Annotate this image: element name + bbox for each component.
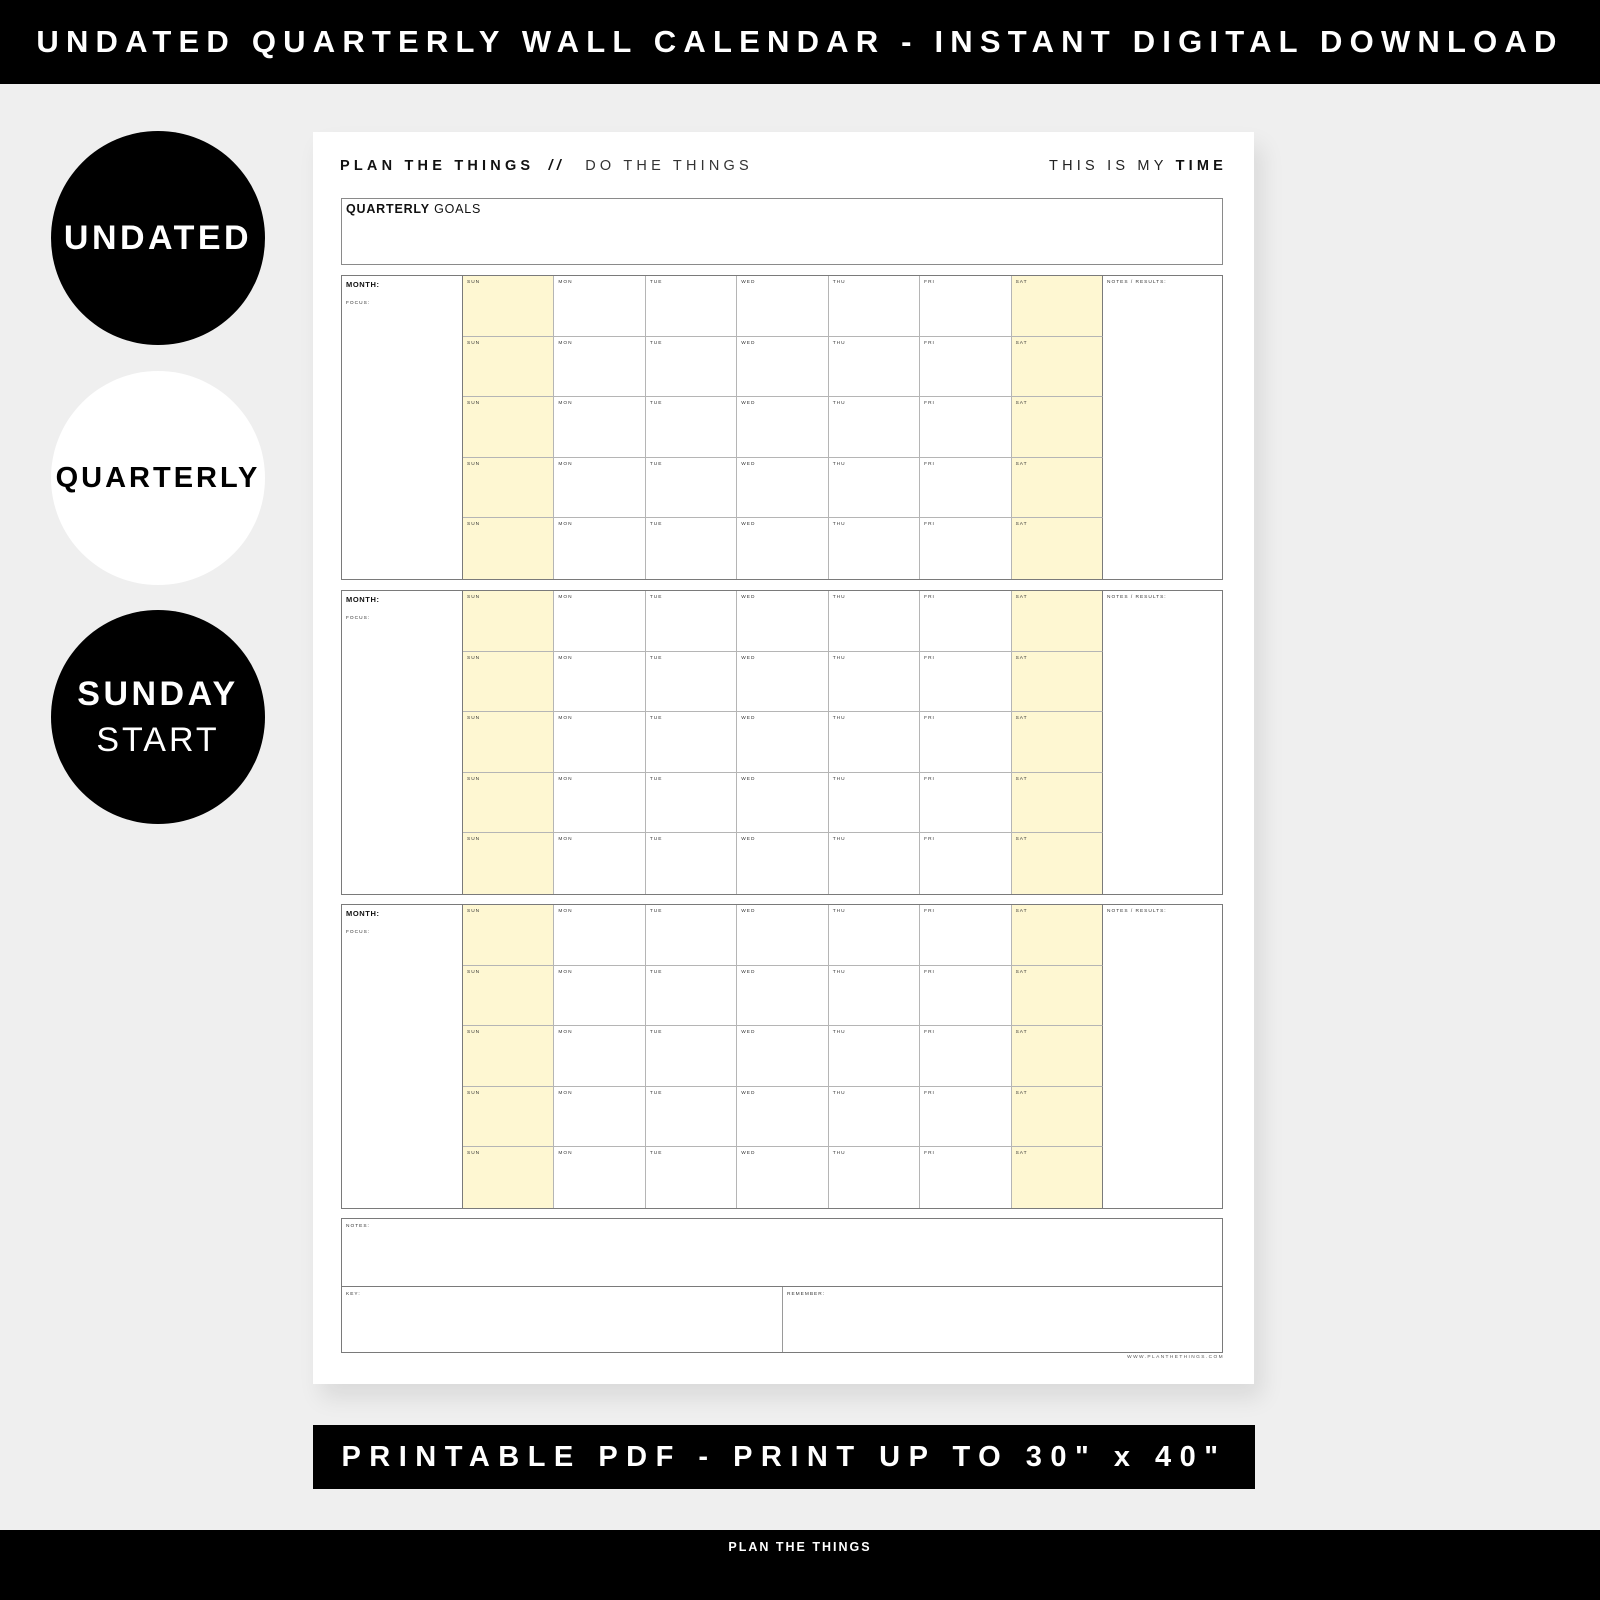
day-cell — [920, 712, 1011, 773]
day-label: SUN — [467, 1030, 481, 1036]
key-box — [342, 1287, 783, 1352]
day-label: MON — [558, 1151, 573, 1157]
day-label: SAT — [1015, 522, 1028, 528]
day-label: FRI — [924, 655, 935, 661]
day-cell — [737, 905, 828, 966]
day-label: FRI — [924, 401, 935, 407]
day-cell — [646, 276, 737, 337]
day-label: TUE — [649, 1151, 663, 1157]
day-label: SAT — [1015, 909, 1028, 914]
day-label: SAT — [1015, 280, 1028, 285]
day-cell — [920, 833, 1011, 894]
day-cell — [737, 591, 828, 652]
day-cell — [829, 1087, 920, 1148]
day-cell — [737, 652, 828, 713]
day-cell — [554, 458, 645, 519]
day-label: MON — [558, 461, 573, 467]
remember-box — [783, 1287, 1222, 1352]
day-cell — [463, 518, 554, 579]
day-cell — [737, 397, 828, 458]
day-label: SUN — [467, 1151, 481, 1157]
day-cell — [463, 337, 554, 398]
badge-undated — [51, 131, 265, 345]
day-cell — [554, 518, 645, 579]
day-cell — [737, 518, 828, 579]
key-remember-box — [341, 1286, 1223, 1353]
day-cell — [463, 773, 554, 834]
month-label: MONTH: — [346, 595, 380, 604]
day-cell — [646, 712, 737, 773]
month-block-1 — [341, 275, 1223, 580]
day-label: SUN — [467, 716, 481, 722]
day-cell — [463, 1026, 554, 1087]
day-label: SUN — [467, 776, 481, 782]
day-label: THU — [832, 522, 846, 528]
day-cell — [829, 458, 920, 519]
day-label: THU — [832, 461, 846, 467]
day-label: FRI — [924, 776, 935, 782]
day-cell — [1012, 905, 1103, 966]
day-label: THU — [832, 655, 846, 661]
day-label: MON — [558, 1090, 573, 1096]
day-label: WED — [741, 461, 756, 467]
day-label: THU — [832, 340, 846, 346]
day-cell — [920, 591, 1011, 652]
notes-results-column — [1103, 591, 1222, 894]
day-cell — [554, 652, 645, 713]
day-cell — [646, 397, 737, 458]
week-grid — [463, 905, 1103, 1208]
day-cell — [1012, 652, 1103, 713]
day-cell — [1012, 773, 1103, 834]
day-label: FRI — [924, 461, 935, 467]
day-label: SUN — [467, 1090, 481, 1096]
day-label: TUE — [649, 340, 663, 346]
day-label: WED — [741, 655, 756, 661]
day-cell — [463, 966, 554, 1027]
day-cell — [1012, 833, 1103, 894]
day-label: MON — [558, 522, 573, 528]
day-label: THU — [832, 1030, 846, 1036]
day-cell — [646, 1026, 737, 1087]
top-banner — [0, 0, 1600, 84]
day-label: WED — [741, 1090, 756, 1096]
badge-text: QUARTERLY — [55, 462, 261, 494]
day-cell — [737, 773, 828, 834]
day-cell — [1012, 337, 1103, 398]
day-cell — [829, 276, 920, 337]
day-label: SAT — [1015, 776, 1028, 782]
day-label: THU — [832, 401, 846, 407]
day-cell — [554, 276, 645, 337]
day-cell — [1012, 1026, 1103, 1087]
footer-brand: PLAN THE THINGS — [728, 1540, 872, 1554]
header-time: TIME — [1175, 158, 1227, 174]
day-cell — [646, 1087, 737, 1148]
day-cell — [829, 833, 920, 894]
month-label-column — [342, 905, 463, 1208]
day-cell — [554, 773, 645, 834]
day-label: SAT — [1015, 1151, 1028, 1157]
day-label: SAT — [1015, 716, 1028, 722]
planner-header-left — [340, 158, 753, 174]
day-label: MON — [558, 595, 573, 600]
day-cell — [463, 652, 554, 713]
day-label: SUN — [467, 461, 481, 467]
badge-sunday-start — [51, 610, 265, 824]
notes-results-label: NOTES / RESULTS: — [1107, 595, 1167, 600]
day-label: FRI — [924, 1030, 935, 1036]
day-label: MON — [558, 716, 573, 722]
day-cell — [554, 966, 645, 1027]
day-cell — [829, 652, 920, 713]
day-cell — [1012, 1147, 1103, 1208]
focus-label: FOCUS: — [346, 930, 371, 935]
day-label: TUE — [649, 969, 663, 975]
day-label: TUE — [649, 1090, 663, 1096]
day-label: WED — [741, 837, 756, 843]
day-label: MON — [558, 1030, 573, 1036]
day-label: WED — [741, 909, 756, 914]
day-label: WED — [741, 1030, 756, 1036]
month-label: MONTH: — [346, 909, 380, 918]
day-cell — [463, 458, 554, 519]
day-label: TUE — [649, 280, 663, 285]
day-label: TUE — [649, 1030, 663, 1036]
footer-bar — [0, 1530, 1600, 1600]
day-label: WED — [741, 280, 756, 285]
day-cell — [737, 337, 828, 398]
day-label: WED — [741, 401, 756, 407]
day-label: TUE — [649, 837, 663, 843]
day-label: FRI — [924, 522, 935, 528]
month-block-2 — [341, 590, 1223, 895]
day-label: SUN — [467, 837, 481, 843]
day-label: WED — [741, 522, 756, 528]
day-cell — [737, 966, 828, 1027]
day-cell — [920, 1026, 1011, 1087]
day-cell — [463, 591, 554, 652]
day-label: SAT — [1015, 1090, 1028, 1096]
day-label: FRI — [924, 595, 935, 600]
day-cell — [737, 833, 828, 894]
day-label: TUE — [649, 655, 663, 661]
day-label: FRI — [924, 909, 935, 914]
day-label: THU — [832, 837, 846, 843]
day-cell — [920, 458, 1011, 519]
day-label: TUE — [649, 401, 663, 407]
day-cell — [737, 1087, 828, 1148]
day-label: SUN — [467, 595, 481, 600]
day-cell — [646, 966, 737, 1027]
badge-text-bold: SUNDAY — [77, 675, 239, 713]
day-label: THU — [832, 909, 846, 914]
header-separator: // — [548, 158, 566, 174]
week-grid — [463, 276, 1103, 579]
day-cell — [829, 518, 920, 579]
day-cell — [463, 397, 554, 458]
day-cell — [920, 518, 1011, 579]
goals-label-bold: QUARTERLY — [346, 202, 430, 216]
day-cell — [1012, 1087, 1103, 1148]
notes-results-column — [1103, 276, 1222, 579]
day-cell — [829, 966, 920, 1027]
day-cell — [737, 1026, 828, 1087]
day-cell — [554, 833, 645, 894]
day-label: FRI — [924, 969, 935, 975]
day-cell — [829, 1147, 920, 1208]
day-label: SUN — [467, 401, 481, 407]
day-cell — [920, 1087, 1011, 1148]
day-label: WED — [741, 1151, 756, 1157]
day-cell — [646, 905, 737, 966]
day-cell — [646, 518, 737, 579]
day-cell — [554, 712, 645, 773]
notes-label: NOTES: — [346, 1224, 370, 1229]
day-label: SUN — [467, 969, 481, 975]
day-cell — [829, 591, 920, 652]
day-cell — [920, 966, 1011, 1027]
week-grid — [463, 591, 1103, 894]
day-label: THU — [832, 716, 846, 722]
day-label: TUE — [649, 522, 663, 528]
day-label: MON — [558, 969, 573, 975]
month-label-column — [342, 591, 463, 894]
day-cell — [1012, 397, 1103, 458]
day-cell — [463, 833, 554, 894]
day-label: FRI — [924, 837, 935, 843]
day-cell — [737, 458, 828, 519]
day-label: WED — [741, 595, 756, 600]
day-label: THU — [832, 595, 846, 600]
day-label: MON — [558, 340, 573, 346]
day-cell — [737, 276, 828, 337]
day-label: THU — [832, 280, 846, 285]
day-cell — [646, 337, 737, 398]
day-label: THU — [832, 969, 846, 975]
day-label: FRI — [924, 1090, 935, 1096]
day-cell — [554, 397, 645, 458]
day-cell — [920, 1147, 1011, 1208]
day-cell — [463, 905, 554, 966]
day-cell — [920, 773, 1011, 834]
day-cell — [554, 1026, 645, 1087]
day-cell — [554, 1087, 645, 1148]
day-cell — [463, 1147, 554, 1208]
day-label: SAT — [1015, 1030, 1028, 1036]
badge-quarterly — [51, 371, 265, 585]
day-label: WED — [741, 716, 756, 722]
day-cell — [920, 397, 1011, 458]
day-cell — [463, 712, 554, 773]
day-cell — [463, 1087, 554, 1148]
month-block-3 — [341, 904, 1223, 1209]
day-label: FRI — [924, 280, 935, 285]
day-cell — [920, 652, 1011, 713]
month-label: MONTH: — [346, 280, 380, 289]
day-cell — [646, 591, 737, 652]
day-label: THU — [832, 1090, 846, 1096]
day-label: SAT — [1015, 837, 1028, 843]
day-cell — [829, 397, 920, 458]
day-cell — [554, 591, 645, 652]
day-cell — [829, 905, 920, 966]
day-label: SUN — [467, 909, 481, 914]
day-label: WED — [741, 969, 756, 975]
day-label: SAT — [1015, 969, 1028, 975]
goals-label-light: GOALS — [434, 202, 482, 216]
day-cell — [1012, 276, 1103, 337]
goals-label — [346, 202, 481, 216]
day-cell — [829, 712, 920, 773]
day-cell — [646, 1147, 737, 1208]
day-label: MON — [558, 401, 573, 407]
day-cell — [646, 773, 737, 834]
day-label: SAT — [1015, 595, 1028, 600]
day-label: TUE — [649, 595, 663, 600]
header-this-is-my: THIS IS MY — [1049, 158, 1168, 174]
day-cell — [920, 337, 1011, 398]
quarterly-goals-box — [341, 198, 1223, 265]
day-cell — [829, 1026, 920, 1087]
day-cell — [737, 1147, 828, 1208]
day-label: MON — [558, 837, 573, 843]
day-label: MON — [558, 655, 573, 661]
printable-pdf-label — [313, 1425, 1255, 1489]
day-label: FRI — [924, 340, 935, 346]
day-cell — [829, 773, 920, 834]
day-cell — [463, 276, 554, 337]
day-cell — [1012, 966, 1103, 1027]
day-label: MON — [558, 280, 573, 285]
day-cell — [554, 905, 645, 966]
day-label: TUE — [649, 716, 663, 722]
day-label: SAT — [1015, 655, 1028, 661]
day-cell — [1012, 712, 1103, 773]
day-cell — [554, 337, 645, 398]
notes-results-label: NOTES / RESULTS: — [1107, 909, 1167, 914]
header-plan: PLAN THE THINGS — [340, 158, 535, 174]
day-label: SAT — [1015, 401, 1028, 407]
day-label: FRI — [924, 716, 935, 722]
banner-title: UNDATED QUARTERLY WALL CALENDAR - INSTANT DIGITAL DOWNLOAD — [36, 24, 1564, 59]
day-cell — [737, 712, 828, 773]
day-label: FRI — [924, 1151, 935, 1157]
day-cell — [920, 276, 1011, 337]
day-label: MON — [558, 776, 573, 782]
day-label: SUN — [467, 280, 481, 285]
day-label: TUE — [649, 461, 663, 467]
notes-results-column — [1103, 905, 1222, 1208]
day-cell — [829, 337, 920, 398]
badge-text-light: START — [96, 721, 220, 759]
day-label: SAT — [1015, 340, 1028, 346]
day-label: MON — [558, 909, 573, 914]
day-label: TUE — [649, 776, 663, 782]
day-cell — [1012, 591, 1103, 652]
header-do: DO THE THINGS — [585, 158, 753, 174]
key-label: KEY: — [346, 1292, 361, 1297]
badge-text: UNDATED — [63, 219, 253, 257]
planner-preview — [313, 132, 1254, 1384]
day-cell — [646, 652, 737, 713]
day-cell — [646, 833, 737, 894]
day-label: SUN — [467, 340, 481, 346]
day-label: SUN — [467, 655, 481, 661]
day-label: WED — [741, 776, 756, 782]
day-cell — [920, 905, 1011, 966]
day-label: WED — [741, 340, 756, 346]
planner-header-right — [1049, 158, 1227, 174]
day-cell — [554, 1147, 645, 1208]
day-label: THU — [832, 1151, 846, 1157]
day-cell — [1012, 458, 1103, 519]
day-label: SUN — [467, 522, 481, 528]
notes-box — [341, 1218, 1223, 1286]
day-cell — [646, 458, 737, 519]
focus-label: FOCUS: — [346, 616, 371, 621]
day-cell — [1012, 518, 1103, 579]
notes-results-label: NOTES / RESULTS: — [1107, 280, 1167, 285]
website-text: WWW.PLANTHETHINGS.COM — [1127, 1355, 1224, 1360]
focus-label: FOCUS: — [346, 301, 371, 306]
day-label: SAT — [1015, 461, 1028, 467]
month-label-column — [342, 276, 463, 579]
remember-label: REMEMBER: — [787, 1292, 826, 1297]
printable-pdf-text: PRINTABLE PDF - PRINT UP TO 30" x 40" — [341, 1440, 1227, 1473]
day-label: THU — [832, 776, 846, 782]
day-label: TUE — [649, 909, 663, 914]
